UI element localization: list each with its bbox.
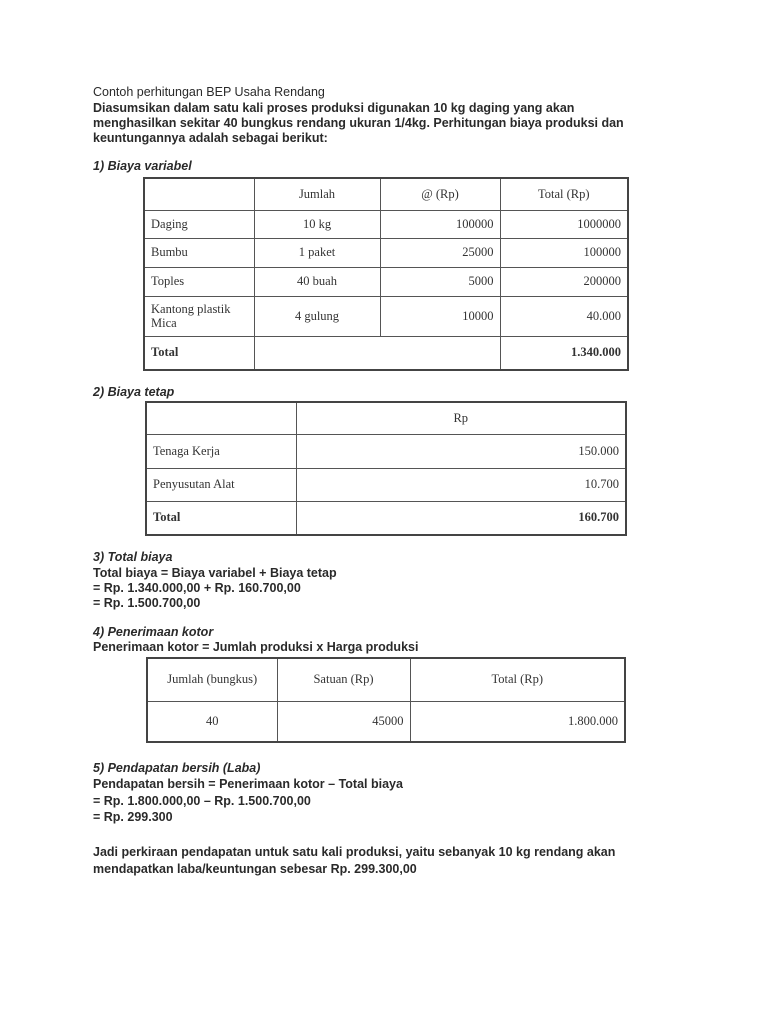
table-row — [144, 267, 628, 296]
item-price: 10000 — [380, 296, 500, 336]
table-total-row — [146, 501, 626, 535]
item-total: 1000000 — [500, 210, 628, 238]
header-rp: Rp — [296, 402, 626, 434]
gross-revenue-table — [146, 657, 626, 743]
fixed-costs-table — [145, 401, 627, 536]
header-unit: Satuan (Rp) — [277, 658, 410, 701]
total-cost-line-3: = Rp. 1.500.700,00 — [93, 596, 201, 610]
intro-line-2: menghasilkan sekitar 40 bungkus rendang ukuran 1/4kg. Perhitungan biaya produksi dan — [93, 116, 624, 130]
intro-line-3: keuntungannya adalah sebagai berikut: — [93, 131, 328, 145]
table-row — [146, 434, 626, 468]
fixed-costs-heading: 2) Biaya tetap — [93, 385, 175, 399]
total-empty — [254, 336, 500, 370]
item-name: Kantong plastik Mica — [144, 296, 254, 336]
item-value: 150.000 — [296, 434, 626, 468]
header-jumlah: Jumlah — [254, 178, 380, 210]
table-header-row — [144, 178, 628, 210]
gross-revenue-heading: 4) Penerimaan kotor — [93, 625, 214, 639]
conclusion-line-1: Jadi perkiraan pendapatan untuk satu kali produksi, yaitu sebanyak 10 kg rendang akan — [93, 845, 616, 859]
item-qty: 10 kg — [254, 210, 380, 238]
gross-revenue-formula: Penerimaan kotor = Jumlah produksi x Harga produksi — [93, 640, 419, 654]
table-total-row — [144, 336, 628, 370]
item-qty: 40 buah — [254, 267, 380, 296]
header-empty — [146, 402, 296, 434]
table-row — [147, 701, 625, 742]
table-row — [146, 468, 626, 501]
item-value: 10.700 — [296, 468, 626, 501]
item-name: Penyusutan Alat — [146, 468, 296, 501]
header-total: Total (Rp) — [410, 658, 625, 701]
item-total: 40.000 — [500, 296, 628, 336]
header-empty — [144, 178, 254, 210]
total-value: 160.700 — [296, 501, 626, 535]
header-price: @ (Rp) — [380, 178, 500, 210]
table-header-row — [146, 402, 626, 434]
net-income-line-3: = Rp. 299.300 — [93, 810, 173, 824]
item-total: 200000 — [500, 267, 628, 296]
item-total: 100000 — [500, 238, 628, 267]
row-qty: 40 — [147, 701, 277, 742]
total-cost-line-1: Total biaya = Biaya variabel + Biaya tetap — [93, 566, 337, 580]
item-qty: 1 paket — [254, 238, 380, 267]
net-income-line-2: = Rp. 1.800.000,00 – Rp. 1.500.700,00 — [93, 794, 311, 808]
header-qty: Jumlah (bungkus) — [147, 658, 277, 701]
item-price: 5000 — [380, 267, 500, 296]
item-name: Toples — [144, 267, 254, 296]
item-price: 100000 — [380, 210, 500, 238]
total-cost-heading: 3) Total biaya — [93, 550, 173, 564]
table-row — [144, 210, 628, 238]
total-label: Total — [146, 501, 296, 535]
variable-costs-table — [143, 177, 629, 371]
row-unit: 45000 — [277, 701, 410, 742]
header-total: Total (Rp) — [500, 178, 628, 210]
variable-costs-heading: 1) Biaya variabel — [93, 159, 192, 173]
item-price: 25000 — [380, 238, 500, 267]
total-label: Total — [144, 336, 254, 370]
conclusion-line-2: mendapatkan laba/keuntungan sebesar Rp. 299.300,00 — [93, 862, 417, 876]
item-name: Tenaga Kerja — [146, 434, 296, 468]
item-qty: 4 gulung — [254, 296, 380, 336]
table-row — [144, 238, 628, 267]
item-name: Daging — [144, 210, 254, 238]
intro-line-1: Diasumsikan dalam satu kali proses produksi digunakan 10 kg daging yang akan — [93, 101, 575, 115]
total-value: 1.340.000 — [500, 336, 628, 370]
total-cost-line-2: = Rp. 1.340.000,00 + Rp. 160.700,00 — [93, 581, 301, 595]
item-name: Bumbu — [144, 238, 254, 267]
net-income-line-1: Pendapatan bersih = Penerimaan kotor – Total biaya — [93, 777, 403, 791]
table-row — [144, 296, 628, 336]
row-total: 1.800.000 — [410, 701, 625, 742]
net-income-heading: 5) Pendapatan bersih (Laba) — [93, 761, 261, 775]
table-header-row — [147, 658, 625, 701]
document-title: Contoh perhitungan BEP Usaha Rendang — [93, 85, 325, 99]
